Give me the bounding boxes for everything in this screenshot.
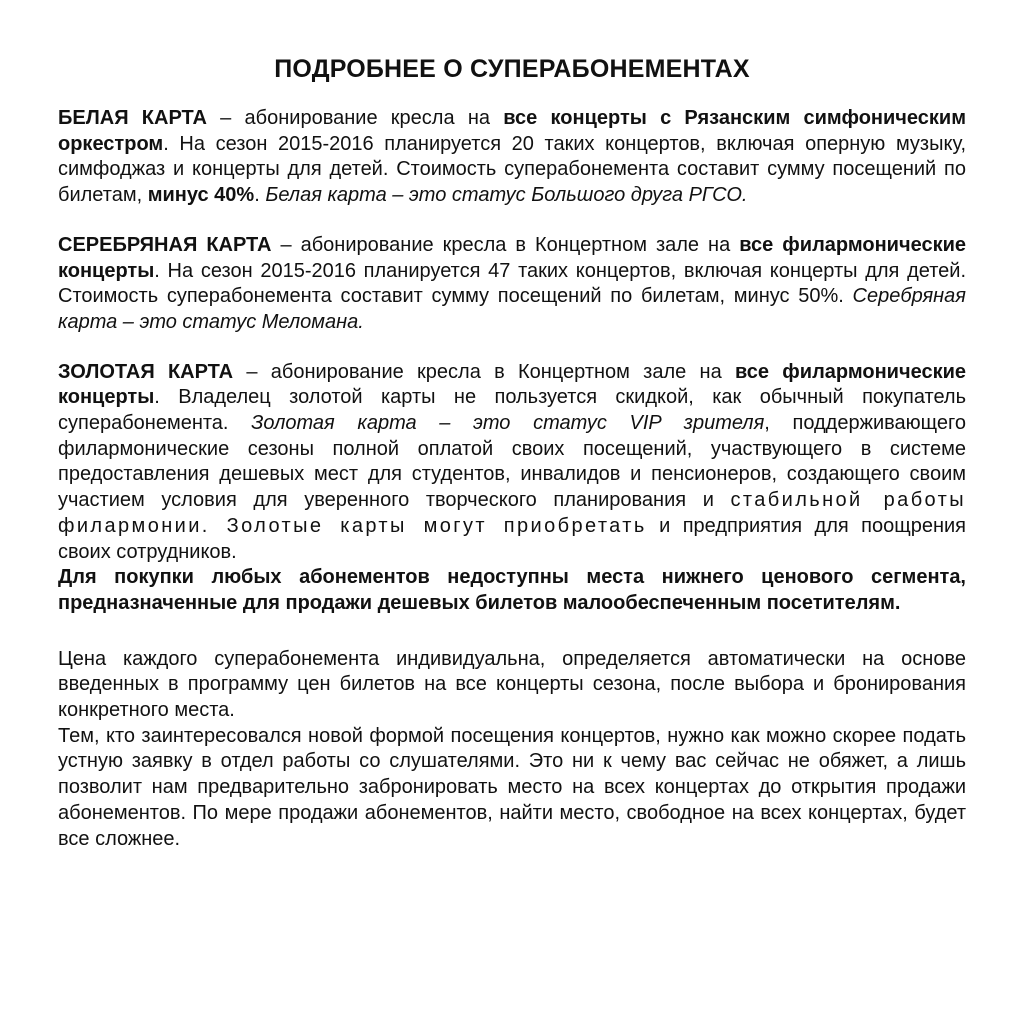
white-card-text-2: . На сезон 2015-2016 планируется 20 таких концертов, включая оперную музыку, симфоджаз и концерты для детей. Стоимость суперабонемента составит сумму посещений по билетам,: [58, 132, 966, 207]
silver-card-bold-1: все филармонические концерты: [58, 233, 966, 282]
request-paragraph: Тем, кто заинтересовался новой формой посещения концертов, нужно как можно скорее подать устную заявку в отдел работы со слушателями. Это ни к чему вас сейчас не обяжет, а лишь позволит нам предварительно забронировать место на всех концертах до открытия продажи абонементов. По мере продажи абонементов, найти место, свободное на всех концертах, будет все сложнее.: [58, 724, 966, 850]
silver-card-term: СЕРЕБРЯНАЯ КАРТА: [58, 233, 272, 256]
price-paragraph: Цена каждого суперабонемента индивидуальна, определяется автоматически на основе введенных в программу цен билетов на все концерты сезона, после выбора и бронирования конкретного места.: [58, 647, 966, 722]
silver-card-text-2: . На сезон 2015-2016 планируется 47 таких концертов, включая концерты для детей. Стоимость суперабонемента составит сумму посещений по билетам, минус 50%.: [58, 259, 966, 308]
white-card-text-1: – абонирование кресла на: [206, 107, 504, 129]
gold-card-paragraph: [58, 360, 966, 566]
white-card-status: Белая карта – это статус Большого друга РГСО.: [265, 184, 748, 207]
notice-text: Для покупки любых абонементов недоступны места нижнего ценового сегмента, предназначенные для продажи дешевых билетов малообеспеченным посетителям.: [58, 566, 966, 614]
white-card-paragraph: [58, 106, 966, 209]
gold-card-text-2: . Владелец золотой карты не пользуется скидкой, как обычный покупатель суперабонемента.: [58, 386, 966, 435]
white-card-discount: минус 40%: [147, 184, 255, 207]
document-page: [58, 52, 966, 852]
silver-card-status: Серебряная карта – это статус Меломана.: [58, 285, 966, 333]
silver-card-paragraph: [58, 233, 966, 336]
gold-card-text-3: , поддерживающего филармонические сезоны полной оплатой своих посещений, участвующего в системе предоставления дешевых мест для студентов, инвалидов и пенсионеров, создающего своим участием условия для уверенного творческого планирования и: [58, 412, 966, 512]
notice-paragraph: [58, 565, 966, 616]
gold-card-text-5: и предприятия для поощрения своих сотрудников.: [58, 514, 966, 563]
white-card-bold-1: все концерты с Рязанским симфоническим оркестром: [58, 107, 966, 155]
white-card-text-3: .: [254, 184, 266, 207]
page-title: ПОДРОБНЕЕ О СУПЕРАБОНЕМЕНТАХ: [274, 55, 750, 83]
gold-card-text-4: стабильной работы филармонии. Золотые карты могут приобретать: [58, 489, 966, 537]
gold-card-bold-1: все филармонические концерты: [58, 360, 966, 409]
gold-card-text-1: – абонирование кресла в Концертном зале на: [233, 360, 735, 383]
silver-card-text-1: – абонирование кресла в Концертном зале на: [271, 233, 740, 256]
gold-card-status: Золотая карта – это статус VIP зрителя: [251, 412, 765, 435]
white-card-term: БЕЛАЯ КАРТА: [58, 107, 207, 129]
gold-card-term: ЗОЛОТАЯ КАРТА: [58, 360, 234, 383]
